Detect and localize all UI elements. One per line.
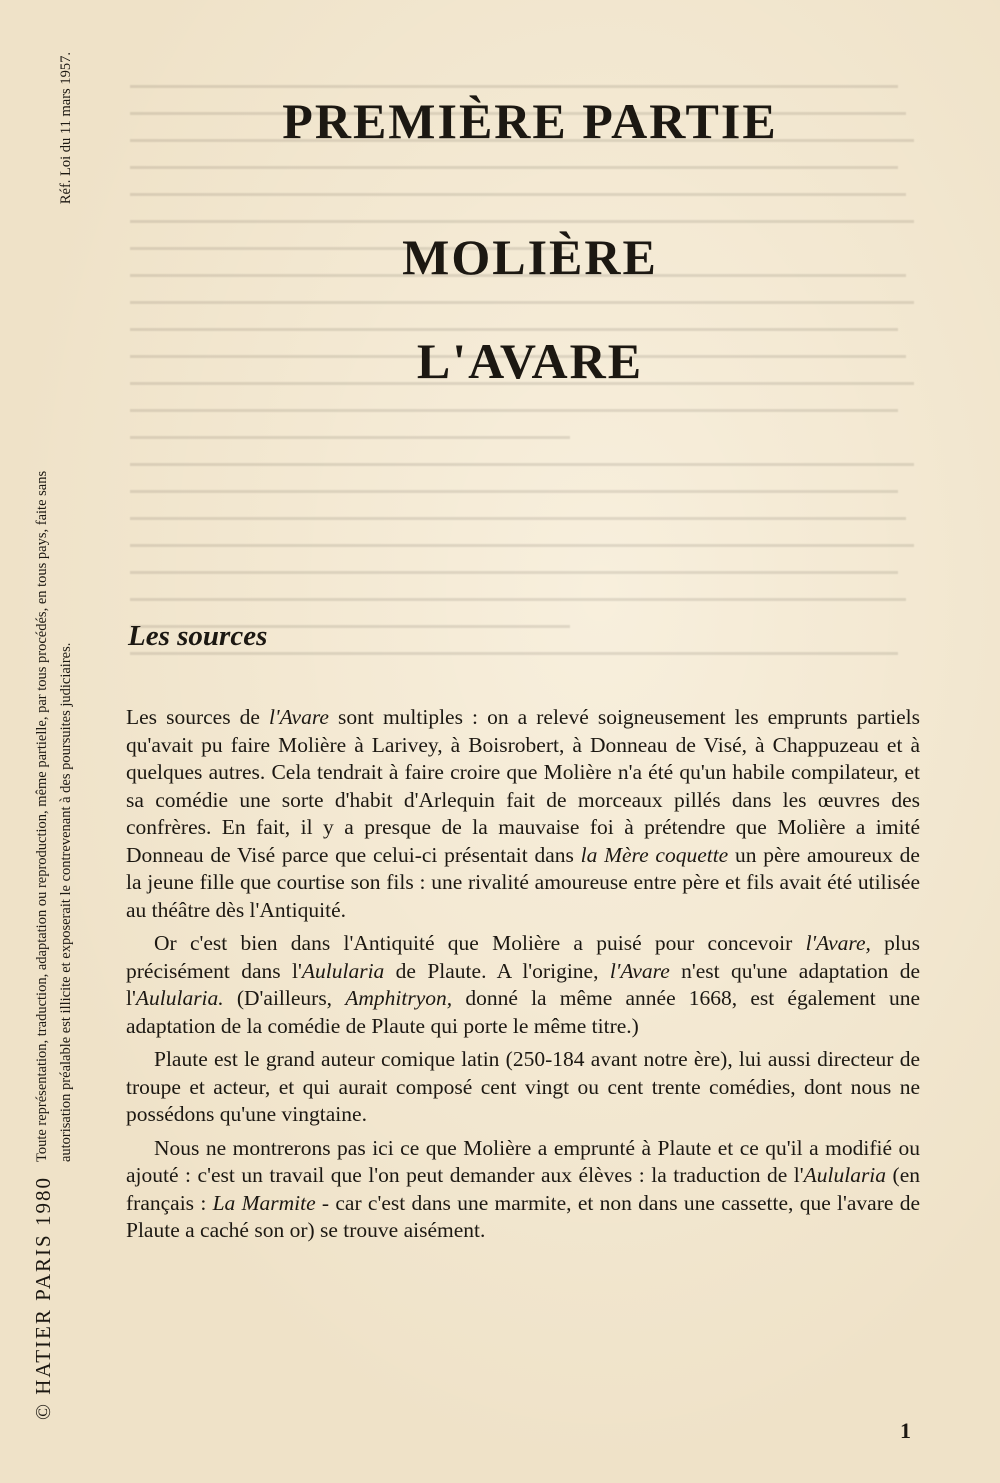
text-run: (en français : [126, 1163, 920, 1215]
section-heading: Les sources [128, 620, 268, 652]
text-run: - car c'est dans une marmite, et non dans une cassette, que l'avare de Plaute a caché son or) se trouve aisément. [126, 1190, 921, 1242]
text-run: Nous ne montrerons pas ici ce que Molière a emprunté à Plaute et ce qu'il a modifié ou ajouté : c'est un travail que l'on peut demander aux élèves : la traduction de l' [126, 1135, 920, 1187]
text-run: n'est qu'une adaptation de l' [126, 958, 921, 1010]
text-run: de Plaute. A l'origine, [384, 958, 610, 983]
italic-title: Aulularia [803, 1163, 887, 1187]
italic-title: Aulularia. [135, 986, 224, 1010]
italic-title: l'Avare [269, 705, 329, 729]
paragraph [126, 1135, 920, 1245]
italic-title: Aulularia [301, 958, 385, 983]
text-run: Or c'est bien dans l'Antiquité que Molière a puisé pour concevoir [154, 931, 806, 955]
italic-title: l'Avare [609, 958, 670, 983]
paragraph [126, 1046, 920, 1129]
italic-title: La Marmite [212, 1190, 316, 1215]
body-text [126, 704, 920, 1251]
paragraph [126, 704, 920, 924]
show-through-line [130, 517, 906, 520]
legal-line-1: Toute représentation, traduction, adaptation ou reproduction, même partielle, par tous procédés, en tous pays, faite sans [34, 470, 50, 1163]
text-run: (D'ailleurs, [223, 986, 346, 1010]
italic-title: la Mère coquette [580, 842, 729, 867]
text-run: sont multiples : on a relevé soigneusement les emprunts partiels qu'avait pu faire Molière à Larivey, à Boisrobert, à Donneau de Visé, à Chappuzeau et à quelques autres. Cela tendrait à faire croire que Molière n'a été qu'un habile compilateur, et sa comédie une sorte d'habit d'Arlequin fait de morceaux pillés dans les œuvres des confrères. En fait, il y a presque de la mauvaise foi à prétendre que Molière a imité Donneau de Visé parce que celui-ci présentait dans [126, 705, 920, 867]
copyright-notice: © HATIER PARIS 1980 [31, 1176, 55, 1420]
copyright-sidebar [30, 52, 78, 1420]
paragraph [126, 930, 920, 1040]
text-run: Les sources de [126, 705, 270, 729]
text-run: Plaute est le grand auteur comique latin (250-184 avant notre ère), lui aussi directeur de troupe et acteur, et qui aurait composé cent vingt ou cent trente comédies, dont nous ne possédons qu'une vingtaine. [126, 1047, 920, 1126]
part-title: PREMIÈRE PARTIE [282, 93, 778, 149]
text-run: plus précisément dans l' [126, 931, 920, 983]
show-through-line [130, 220, 914, 223]
legal-reference: Réf. Loi du 11 mars 1957. [58, 52, 74, 205]
text-run: un père amoureux de la jeune fille que courtise son fils : une rivalité amoureuse entre père et fils avait été utilisée au théâtre dès l'Antiquité. [126, 842, 920, 922]
legal-line-2: autorisation préalable est illicite et exposerait le contrevenant à des poursuites judiciaires. [58, 642, 74, 1163]
show-through-line [130, 328, 898, 331]
show-through-line [130, 409, 898, 412]
show-through-text [130, 85, 930, 705]
show-through-line [130, 301, 914, 304]
show-through-line [130, 598, 906, 601]
show-through-line [130, 166, 898, 169]
work-title: L'AVARE [416, 333, 644, 389]
show-through-line [130, 544, 914, 547]
italic-title: Amphitryon, [345, 986, 453, 1010]
show-through-line [130, 490, 898, 493]
text-run: donné la même année 1668, est également une adaptation de la comédie de Plaute qui porte le même titre.) [126, 986, 920, 1038]
author-name: MOLIÈRE [402, 229, 658, 285]
legal-notice [30, 52, 78, 1162]
page-number: 1 [900, 1418, 911, 1443]
show-through-line [130, 463, 914, 466]
italic-title: l'Avare, [805, 931, 871, 955]
show-through-line [130, 571, 898, 574]
show-through-line [130, 193, 906, 196]
show-through-line [130, 85, 898, 88]
show-through-line [130, 436, 570, 439]
